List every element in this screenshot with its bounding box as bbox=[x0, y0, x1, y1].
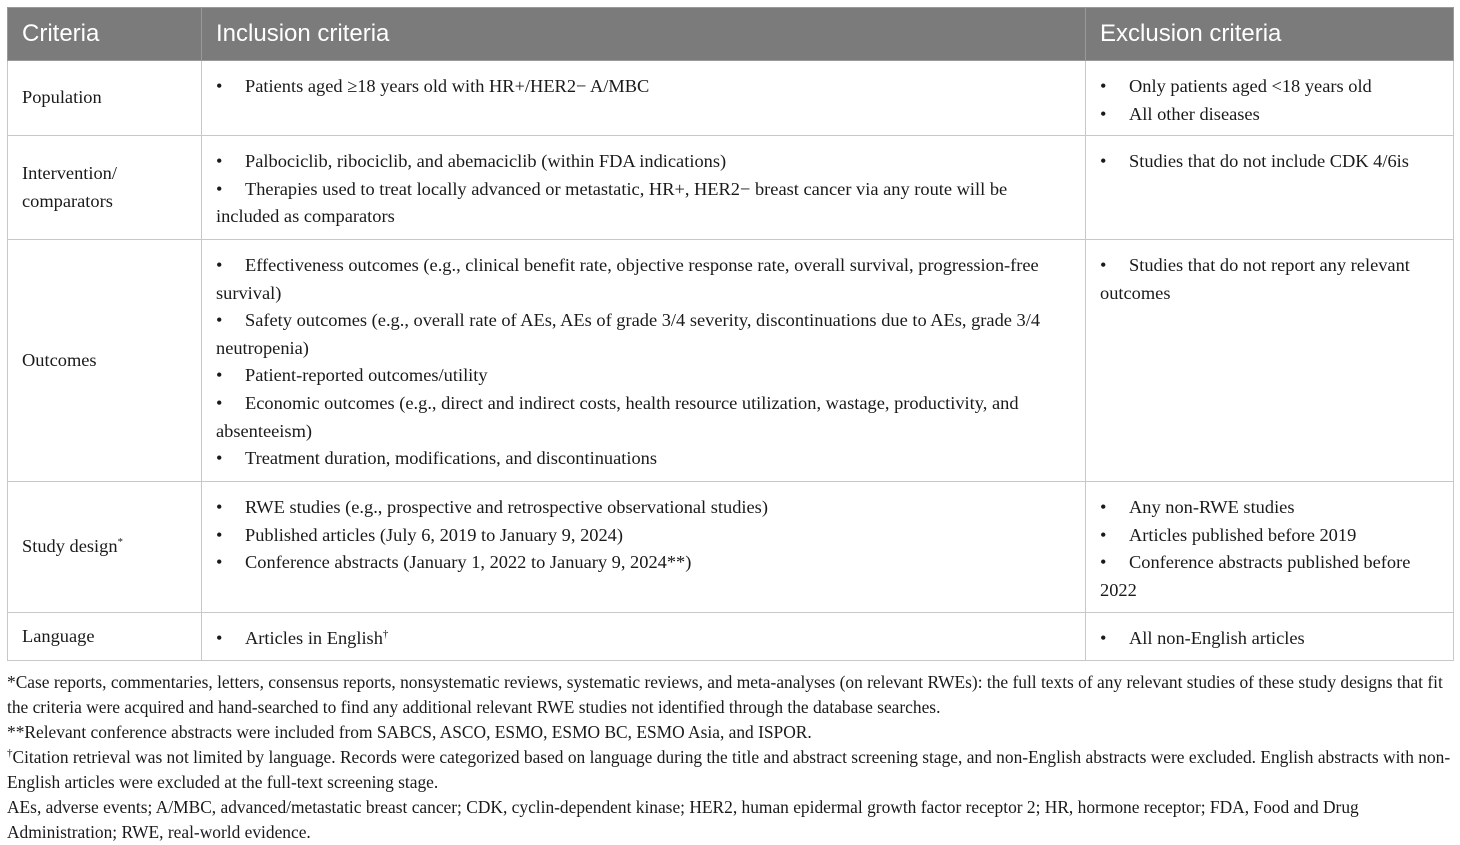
row-label-line2: comparators bbox=[22, 190, 113, 211]
inclusion-cell bbox=[202, 240, 1086, 482]
exclusion-cell bbox=[1086, 136, 1454, 240]
footnote-dagger-mark: † bbox=[7, 747, 13, 760]
header-exclusion: Exclusion criteria bbox=[1086, 8, 1454, 61]
footnote-dagger bbox=[7, 745, 1453, 795]
footnote-star: *Case reports, commentaries, letters, consensus reports, nonsystematic reviews, systematic reviews, and meta-analyses (on relevant RWEs): the full texts of any relevant studies of these study designs that fit the criteria were acquired and hand-searched to find any additional relevant RWE studies not identified through the database searches. bbox=[7, 672, 1443, 717]
footnote-mark: * bbox=[117, 536, 124, 549]
list-item: • Articles published before 2019 bbox=[1100, 522, 1439, 550]
footnote-double-star: **Relevant conference abstracts were included from SABCS, ASCO, ESMO, ESMO BC, ESMO Asia, and ISPOR. bbox=[7, 722, 812, 742]
criteria-table bbox=[7, 7, 1454, 661]
list-item: • All other diseases bbox=[1100, 101, 1439, 129]
list-item: • Palbociclib, ribociclib, and abemaciclib (within FDA indications) bbox=[216, 148, 1071, 176]
row-label: Population bbox=[8, 61, 202, 136]
row-label-line1: Intervention/ bbox=[22, 162, 117, 183]
table-row-language bbox=[8, 613, 1454, 661]
table-header-row bbox=[8, 8, 1454, 61]
inclusion-cell bbox=[202, 136, 1086, 240]
exclusion-cell bbox=[1086, 482, 1454, 613]
list-item: • Only patients aged <18 years old bbox=[1100, 73, 1439, 101]
header-criteria: Criteria bbox=[8, 8, 202, 61]
table-row-outcomes bbox=[8, 240, 1454, 482]
footnote-mark: † bbox=[382, 627, 389, 640]
table-row-study-design bbox=[8, 482, 1454, 613]
list-item bbox=[216, 625, 1071, 653]
list-item: • Safety outcomes (e.g., overall rate of AEs, AEs of grade 3/4 severity, discontinuations due to AEs, grade 3/4 neutropenia) bbox=[216, 307, 1071, 362]
inclusion-cell bbox=[202, 613, 1086, 661]
header-inclusion: Inclusion criteria bbox=[202, 8, 1086, 61]
list-item: • RWE studies (e.g., prospective and retrospective observational studies) bbox=[216, 494, 1071, 522]
list-item: • Studies that do not report any relevant outcomes bbox=[1100, 252, 1439, 307]
row-label bbox=[8, 136, 202, 240]
table-row-population bbox=[8, 61, 1454, 136]
exclusion-cell bbox=[1086, 613, 1454, 661]
row-label-text: Study design bbox=[22, 536, 118, 557]
list-item: • Patients aged ≥18 years old with HR+/HER2− A/MBC bbox=[216, 73, 1071, 101]
inclusion-cell bbox=[202, 61, 1086, 136]
exclusion-cell bbox=[1086, 240, 1454, 482]
list-item: • Studies that do not include CDK 4/6is bbox=[1100, 148, 1439, 176]
list-item: • Therapies used to treat locally advanced or metastatic, HR+, HER2− breast cancer via any route will be included as comparators bbox=[216, 176, 1071, 231]
list-item: • Economic outcomes (e.g., direct and indirect costs, health resource utilization, wastage, productivity, and absenteeism) bbox=[216, 390, 1071, 445]
footnote-abbreviations: AEs, adverse events; A/MBC, advanced/metastatic breast cancer; CDK, cyclin-dependent kinase; HER2, human epidermal growth factor receptor 2; HR, hormone receptor; FDA, Food and Drug Administration; RWE, real-world evidence. bbox=[7, 797, 1359, 842]
list-item: • Effectiveness outcomes (e.g., clinical benefit rate, objective response rate, overall survival, progression-free survival) bbox=[216, 252, 1071, 307]
criteria-document bbox=[7, 7, 1453, 845]
row-label: Outcomes bbox=[8, 240, 202, 482]
list-item: • Published articles (July 6, 2019 to January 9, 2024) bbox=[216, 522, 1071, 550]
list-item: • Treatment duration, modifications, and discontinuations bbox=[216, 445, 1071, 473]
row-label bbox=[8, 482, 202, 613]
footnote-dagger-text: Citation retrieval was not limited by language. Records were categorized based on language during the title and abstract screening stage, and non-English abstracts were excluded. English abstracts with non-English articles were excluded at the full-text screening stage. bbox=[7, 747, 1451, 792]
inclusion-cell bbox=[202, 482, 1086, 613]
list-item: • Conference abstracts published before 2022 bbox=[1100, 549, 1439, 604]
list-item: • Patient-reported outcomes/utility bbox=[216, 362, 1071, 390]
exclusion-cell bbox=[1086, 61, 1454, 136]
list-item: • All non-English articles bbox=[1100, 625, 1439, 653]
list-item-text: Articles in English bbox=[245, 628, 383, 648]
table-row-intervention bbox=[8, 136, 1454, 240]
table-footnotes bbox=[7, 670, 1453, 845]
list-item: • Conference abstracts (January 1, 2022 to January 9, 2024**) bbox=[216, 549, 1071, 577]
row-label: Language bbox=[8, 613, 202, 661]
list-item: • Any non-RWE studies bbox=[1100, 494, 1439, 522]
